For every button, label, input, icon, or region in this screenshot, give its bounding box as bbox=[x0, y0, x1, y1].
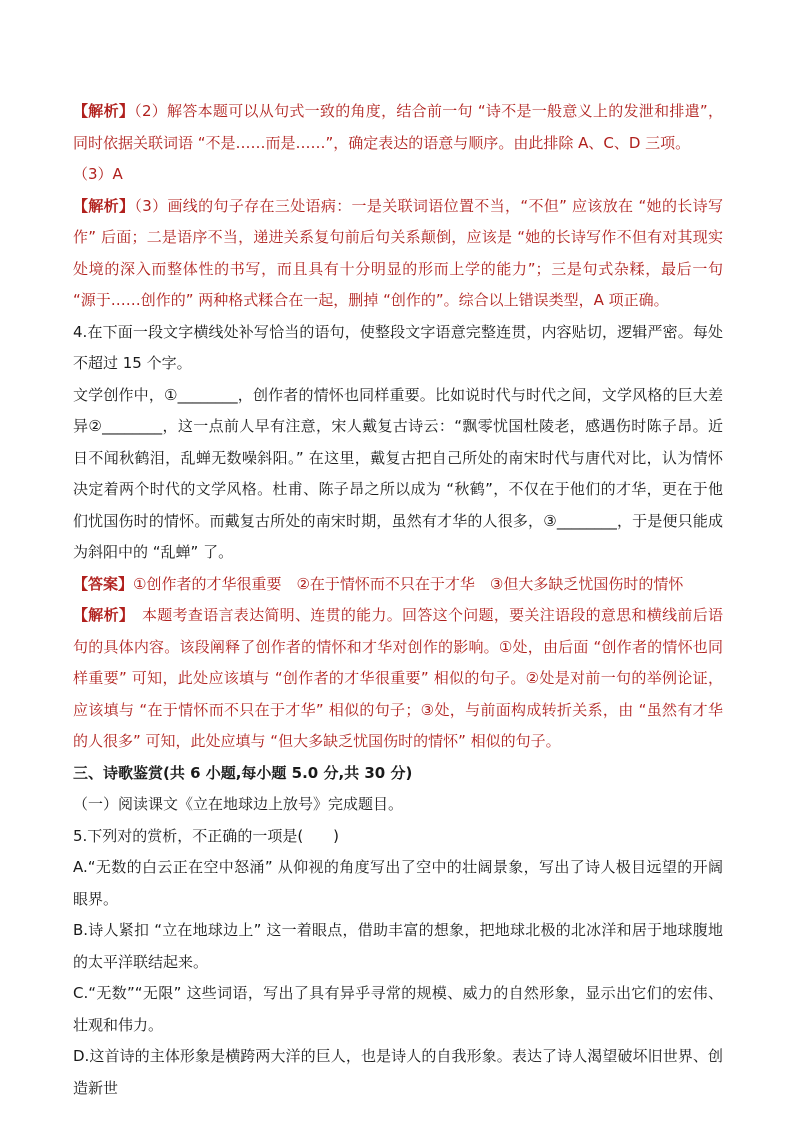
option-d: D.这首诗的主体形象是横跨两大洋的巨人，也是诗人的自我形象。表达了诗人渴望破坏旧世界、创造新世 bbox=[73, 1047, 723, 1097]
analysis-4 bbox=[73, 600, 723, 758]
section-heading-poetry: 三、诗歌鉴赏(共 6 小题,每小题 5.0 分,共 30 分) bbox=[73, 763, 413, 782]
option-a: A.“无数的白云正在空中怒涌” 从仰视的角度写出了空中的壮阔景象，写出了诗人极目远望的开阔眼界。 bbox=[73, 858, 723, 908]
analysis-3-text: （3）画线的句子存在三处语病：一是关联词语位置不当，“不但” 应该放在 “她的长诗写作” 后面；二是语序不当，递进关系复句前后句关系颠倒，应该是 “她的长诗写作不但有对其现实处境的深入而整体性的书写，而且具有十分明显的形而上学的能力”；三是句式杂糅，最后一句 “源于……创作的” 两种格式糅合在一起，删掉 “创作的”。综合以上错误类型，A 项正确。 bbox=[73, 196, 723, 309]
question-4: 4.在下面一段文字横线处补写恰当的语句，使整段文字语意完整连贯，内容贴切，逻辑严密。每处不超过 15 个字。 bbox=[73, 322, 723, 372]
subsection-heading: （一）阅读课文《立在地球边上放号》完成题目。 bbox=[73, 795, 404, 813]
analysis-2 bbox=[73, 96, 723, 159]
answer-4-text: ①创作者的才华很重要 ②在于情怀而不只在于才华 ③但大多缺乏忧国伤时的情怀 bbox=[133, 574, 684, 593]
analysis-tag: 【解析】 bbox=[73, 196, 135, 215]
document-page bbox=[73, 96, 723, 1104]
option-b: B.诗人紧扣 “立在地球边上” 这一着眼点，借助丰富的想象，把地球北极的北冰洋和居于地球腹地的太平洋联结起来。 bbox=[73, 921, 723, 971]
analysis-tag: 【解析】 bbox=[73, 606, 127, 624]
analysis-tag: 【解析】 bbox=[73, 102, 135, 120]
analysis-4-text: 本题考查语言表达简明、连贯的能力。回答这个问题，要关注语段的意思和横线前后语句的具体内容。该段阐释了创作者的情怀和才华对创作的影响。①处，由后面 “创作者的情怀也同样重要” 可知，此处应该填与 “创作者的才华很重要” 相似的句子。②处是对前一句的举例论证，应该填与 “在于情怀而不只在于才华” 相似的句子；③处，与前面构成转折关系，由 “虽然有才华的人很多” 可知，此处应填与 “但大多缺乏忧国伤时的情怀” 相似的句子。 bbox=[73, 606, 723, 750]
answer-3: （3）A bbox=[73, 165, 123, 183]
analysis-2-text: （2）解答本题可以从句式一致的角度，结合前一句 “诗不是一般意义上的发泄和排遣”，同时依据关联词语 “不是……而是……”，确定表达的语意与顺序。由此排除 A、C、D 三项。 bbox=[73, 102, 723, 152]
answer-4 bbox=[73, 569, 723, 601]
analysis-3 bbox=[73, 191, 723, 317]
answer-tag: 【答案】 bbox=[73, 574, 134, 593]
option-c: C.“无数”“无限” 这些词语，写出了具有异乎寻常的规模、威力的自然形象，显示出它们的宏伟、壮观和伟力。 bbox=[73, 984, 723, 1034]
question-5: 5.下列对的赏析，不正确的一项是( ) bbox=[73, 826, 340, 845]
passage-4: 文学创作中，①________，创作者的情怀也同样重要。比如说时代与时代之间，文学风格的巨大差异②________，这一点前人早有注意，宋人戴复古诗云：“飘零忧国杜陵老，感遇伤时陈子昂。近日不闻秋鹤泪，乱蝉无数噪斜阳。” 在这里，戴复古把自己所处的南宋时代与唐代对比，认为情怀决定着两个时代的文学风格。杜甫、陈子昂之所以成为 “秋鹤”，不仅在于他们的才华，更在于他们忧国伤时的情怀。而戴复古所处的南宋时期，虽然有才华的人很多，③________，于是便只能成为斜阳中的 “乱蝉” 了。 bbox=[73, 385, 723, 561]
